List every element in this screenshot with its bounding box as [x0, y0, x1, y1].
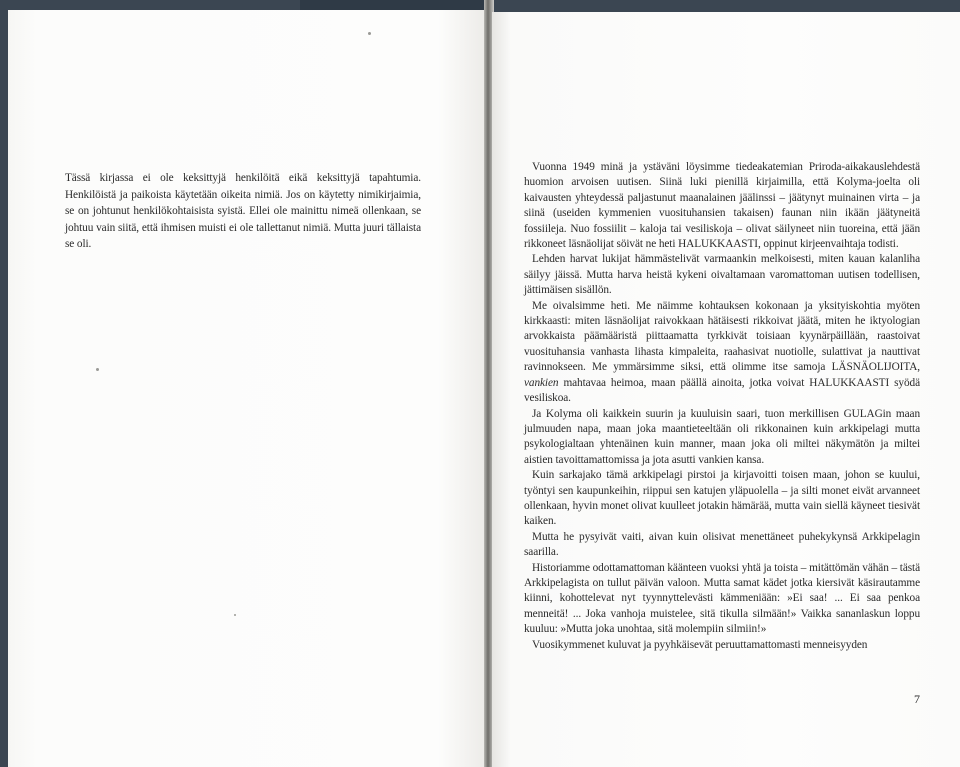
paragraph: Lehden harvat lukijat hämmästelivät varmaankin melkoisesti, miten kauan kalanliha säilyy jäissä. Mutta harva heistä kykeni oivaltamaan varomattoman uutisen todellisen, jättimäisen sisällön. — [524, 253, 920, 297]
paragraph: Mutta he pysyivät vaiti, aivan kuin olisivat menettäneet puhekykynsä Arkkipelagin saarilla. — [524, 530, 920, 559]
paragraph: Kuin sarkajako tämä arkkipelagi pirstoi ja kirjavoitti toisen maan, johon se kuului, työntyi sen kaupunkeihin, riippui sen katujen yläpuolella – ja silti monet eivät arvanneet ollenkaan, hyvin monet olivat kuulleet jotakin hämärää, mutta vain siellä käyneet tiesivät kaiken. — [524, 469, 920, 528]
disclaimer-paragraph: Tässä kirjassa ei ole keksittyjä henkilöitä eikä keksittyjä tapahtumia. Henkilöistä ja paikoista käytetään oikeita nimiä. Jos on käytetty nimikirjaimia, se on johtunut henkilökohtaisista syistä. Ellei ole mainittu nimeä ollenkaan, se johtuu vain siitä, että ihmisen muisti ei ole tallettanut nimiä. Mutta juuri tällaista se oli. — [65, 172, 421, 251]
paper-speck — [234, 614, 236, 616]
paper-speck — [96, 368, 99, 371]
paragraph: Vuosikymmenet kuluvat ja pyyhkäisevät peruuttamattomasti menneisyyden — [532, 638, 868, 651]
page-number: 7 — [914, 692, 920, 706]
left-page — [8, 10, 486, 767]
paper-speck — [368, 32, 371, 35]
italic-word: vankien — [524, 376, 559, 389]
paragraph-text: Me oivalsimme heti. Me näimme kohtauksen kokonaan ja yksityiskohtia myöten kirkkaasti: miten läsnäolijat raivokkaan hätäisesti rikkoivat jäätä, miten he iktyologian arvokkaista päämääristä piittaamatta tyrkkivät toisiaan kyynärpäillään, raastoivat vuosituhansia vanhasta lihasta kimpaleita, raahasivat nuotiolle, sulattivat ja nauttivat ravinnokseen. Me ymmärsimme siksi, että olimme itse samoja LÄSNÄOLIJOITA, — [524, 299, 920, 374]
paragraph-text: mahtavaa heimoa, maan päällä ainoita, jotka voivat HALUKKAASTI syödä vesiliskoa. — [524, 376, 920, 405]
paragraph: Vuonna 1949 minä ja ystäväni löysimme tiedeakatemian Priroda-aikakauslehdestä huomion arvoisen uutisen. Siinä luki pienillä kirjaimilla, että Kolyma-joelta oli kaivausten yhteydessä paljastunut maanalainen jäälinssi – jäätynyt muinainen virta – ja siinä (useiden kymmenien vuosituhansien takaisen) faunan niin ikään jäätyneitä fossiileja. Nuo fossiilit – kaloja tai vesiliskoja – olivat säilyneet niin tuoreina, että jään rikkoneet läsnäolijat söivät ne heti HALUKKAASTI, oppinut kirjeenvaihtaja todisti. — [524, 161, 920, 251]
paragraph: Ja Kolyma oli kaikkein suurin ja kuuluisin saari, tuon merkillisen GULAGin maan julmuuden napa, maan joka maantieteeltään oli rikkonainen kuin arkkipelagi mutta psykologialtaan yhtenäinen kuin manner, maan joka oli miltei näkymätön ja miltei aistien tavoittamattomissa ja jota asutti vankien kansa. — [524, 407, 920, 466]
right-page — [492, 12, 960, 767]
paragraph — [524, 299, 920, 407]
paragraph: Historiamme odottamattoman käänteen vuoksi yhtä ja toista – mitättömän vähän – tästä Arkkipelagista on tullut päivän valoon. Mutta samat kädet jotka kiersivät käsirautamme kiinni, kohottelevat nyt tyynnyttelevästi kämmeniään: »Ei saa! ... Ei saa penkoa menneitä! ... Joka vanhoja muistelee, sitä tikulla silmään!» Vaikka sananlaskun loppu kuuluu: »Mutta joka unohtaa, sitä molempiin silmiin!» — [524, 561, 920, 636]
main-text-block — [524, 160, 920, 653]
disclaimer-text-block — [65, 170, 421, 253]
